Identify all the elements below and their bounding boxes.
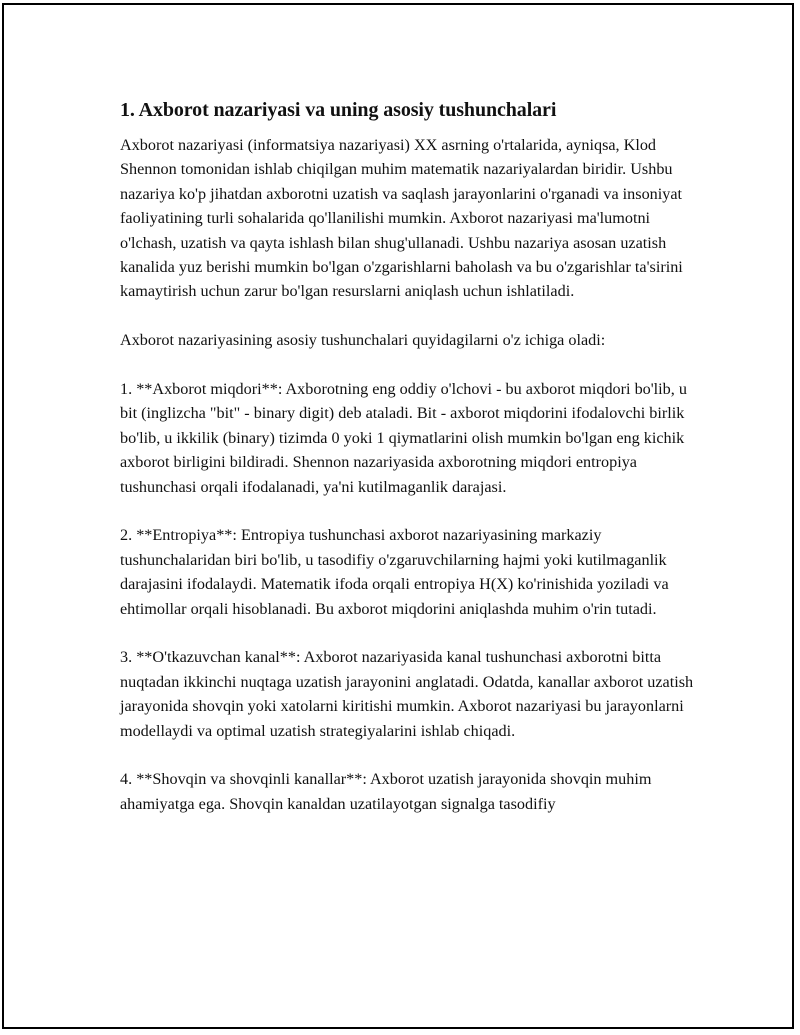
intro-paragraph: Axborot nazariyasi (informatsiya nazariyasi) XX asrning o'rtalarida, ayniqsa, Klod Shennon tomonidan ishlab chiqilgan muhim matematik nazariyalardan biridir. Ushbu nazariya ko'p jihatdan axborotni uzatish va saqlash jarayonlarini o'rganadi va insoniyat faoliyatining turli sohalarida qo'llanilishi mumkin. Axborot nazariyasi ma'lumotni o'lchash, uzatish va qayta ishlash bilan shug'ullanadi. Ushbu nazariya asosan uzatish kanalida yuz berishi mumkin bo'lgan o'zgarishlarni baholash va bu o'zgarishlar ta'sirini kamaytirish uchun zarur bo'lgan resurslarni aniqlash uchun ishlatiladi.	[120, 136, 683, 301]
list-item-entropy: 2. **Entropiya**: Entropiya tushunchasi axborot nazariyasining markaziy tushunchalaridan biri bo'lib, u tasodifiy o'zgaruvchilarning hajmi yoki kutilmaganlik darajasini ifodalaydi. Matematik ifoda orqali entropiya H(X) ko'rinishida yoziladi va ehtimollar orqali hisoblanadi. Bu axborot miqdorini aniqlashda muhim o'rin tutadi.	[120, 526, 669, 618]
list-item-information-quantity: 1. **Axborot miqdori**: Axborotning eng oddiy o'lchovi - bu axborot miqdori bo'lib, u bit (inglizcha "bit" - binary digit) deb ataladi. Bit - axborot miqdorini ifodalovchi birlik bo'lib, u ikkilik (binary) tizimda 0 yoki 1 qiymatlarini olish mumkin bo'lgan eng kichik axborot birligini bildiradi. Shennon nazariyasida axborotning miqdori entropiya tushunchasi orqali ifodalanadi, ya'ni kutilmaganlik darajasi.	[120, 380, 687, 496]
page-frame	[2, 3, 794, 1029]
list-item-channel: 3. **O'tkazuvchan kanal**: Axborot nazariyasida kanal tushunchasi axborotni bitta nuqtadan ikkinchi nuqtaga uzatish jarayonini anglatadi. Odatda, kanallar axborot uzatish jarayonida shovqin yoki xatolarni kiritishi mumkin. Axborot nazariyasi bu jarayonlarni modellaydi va optimal uzatish strategiyalarini ishlab chiqadi.	[120, 648, 694, 740]
document-body	[120, 97, 695, 841]
section-heading: 1. Axborot nazariyasi va uning asosiy tushunchalari	[120, 99, 557, 121]
list-item-noise: 4. **Shovqin va shovqinli kanallar**: Axborot uzatish jarayonida shovqin muhim ahamiyatga ega. Shovqin kanaldan uzatilayotgan signalga tasodifiy	[120, 770, 652, 813]
concepts-intro-paragraph: Axborot nazariyasining asosiy tushunchalari quyidagilarni o'z ichiga oladi:	[120, 331, 606, 350]
